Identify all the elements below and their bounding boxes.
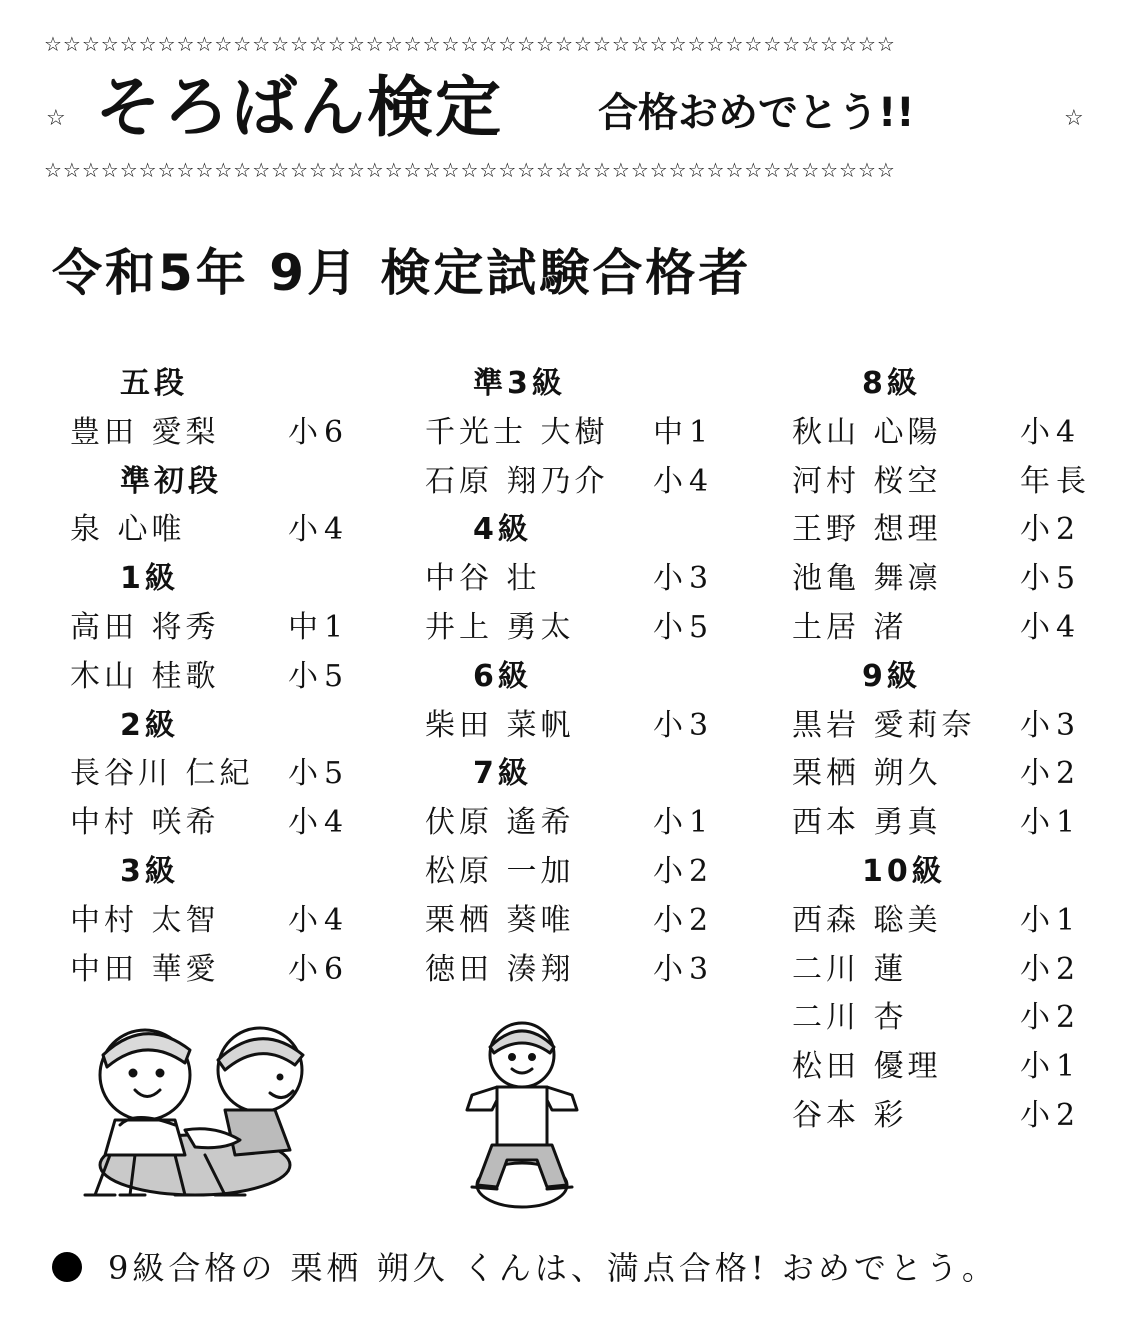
passer-school-year: 小2 <box>1020 951 1082 987</box>
passer-name: 伏原 遙希 <box>425 805 575 841</box>
passer-school-year: 小2 <box>1020 1097 1082 1133</box>
passer-row <box>50 653 350 702</box>
passer-school-year: 小4 <box>1020 414 1082 450</box>
banner-title: そろばん検定 <box>95 69 503 146</box>
passer-name: 石原 翔乃介 <box>425 463 609 499</box>
passer-school-year: 中1 <box>653 414 715 450</box>
star-icon-left: ☆ <box>46 106 66 131</box>
grade-heading: 3級 <box>120 853 179 889</box>
passer-name: 二川 杏 <box>792 1000 908 1036</box>
grade-heading: 2級 <box>120 707 179 743</box>
grade-heading: 6級 <box>473 658 532 694</box>
star-icon-right: ☆ <box>1064 106 1084 131</box>
passer-row <box>50 946 350 995</box>
results-column-1 <box>50 360 350 994</box>
passer-name: 中村 咲希 <box>70 805 220 841</box>
grade-heading-row <box>50 702 350 751</box>
passer-name: 西森 聡美 <box>792 902 942 938</box>
passer-name: 泉 心唯 <box>70 512 186 548</box>
passer-row <box>425 897 725 946</box>
grade-heading: 4級 <box>473 512 532 548</box>
passer-school-year: 小1 <box>1020 805 1082 841</box>
passer-name: 黒岩 愛莉奈 <box>792 707 976 743</box>
passer-row <box>790 994 1090 1043</box>
passer-row <box>425 409 725 458</box>
passer-name: 豊田 愛梨 <box>70 414 220 450</box>
grade-heading-row <box>425 750 725 799</box>
passer-name: 秋山 心陽 <box>792 414 942 450</box>
passer-row <box>790 604 1090 653</box>
passer-school-year: 小2 <box>653 853 715 889</box>
passer-row <box>790 750 1090 799</box>
passer-row <box>425 848 725 897</box>
child-squat-illustration <box>452 1015 592 1215</box>
passer-school-year: 小5 <box>653 609 715 645</box>
passer-row <box>790 458 1090 507</box>
passer-name: 井上 勇太 <box>425 609 575 645</box>
passer-school-year: 小1 <box>1020 902 1082 938</box>
passer-row <box>790 702 1090 751</box>
passer-name: 松田 優理 <box>792 1049 942 1085</box>
passer-name: 松原 一加 <box>425 853 575 889</box>
passer-name: 二川 蓮 <box>792 951 908 987</box>
passer-school-year: 小4 <box>653 463 715 499</box>
banner-subtitle: 合格おめでとう!! <box>598 90 915 136</box>
passer-name: 谷本 彩 <box>792 1097 908 1133</box>
congratulations-note <box>52 1240 998 1296</box>
passer-school-year: 年長 <box>1020 463 1092 499</box>
passer-name: 池亀 舞凛 <box>792 561 942 597</box>
star-border-top: ☆☆☆☆☆☆☆☆☆☆☆☆☆☆☆☆☆☆☆☆☆☆☆☆☆☆☆☆☆☆☆☆☆☆☆☆☆☆☆☆☆☆☆☆☆ <box>44 32 896 56</box>
grade-heading-row <box>425 360 725 409</box>
star-border-bottom: ☆☆☆☆☆☆☆☆☆☆☆☆☆☆☆☆☆☆☆☆☆☆☆☆☆☆☆☆☆☆☆☆☆☆☆☆☆☆☆☆☆☆☆☆☆ <box>44 158 896 182</box>
grade-heading-row <box>790 360 1090 409</box>
grade-heading: 7級 <box>473 756 532 792</box>
passer-school-year: 小4 <box>288 805 350 841</box>
passer-name: 徳田 湊翔 <box>425 951 575 987</box>
grade-heading-row <box>425 506 725 555</box>
passer-name: 栗栖 葵唯 <box>425 902 575 938</box>
passer-row <box>50 604 350 653</box>
passer-name: 栗栖 朔久 <box>792 756 942 792</box>
results-column-3 <box>790 360 1090 1141</box>
passer-school-year: 中1 <box>288 609 350 645</box>
passer-row <box>790 897 1090 946</box>
passer-row <box>790 1043 1090 1092</box>
passer-row <box>50 506 350 555</box>
passer-name: 千光士 大樹 <box>425 414 609 450</box>
passer-school-year: 小1 <box>653 805 715 841</box>
grade-heading-row <box>50 848 350 897</box>
passer-school-year: 小5 <box>288 658 350 694</box>
grade-heading: 10級 <box>862 853 946 889</box>
passer-row <box>790 409 1090 458</box>
passer-row <box>425 799 725 848</box>
congratulations-text: 9級合格の 栗栖 朔久 くんは、満点合格! おめでとう。 <box>108 1249 998 1287</box>
passer-row <box>790 1092 1090 1141</box>
passer-name: 中村 太智 <box>70 902 220 938</box>
passer-row <box>790 946 1090 995</box>
passer-school-year: 小3 <box>1020 707 1082 743</box>
results-column-2 <box>425 360 725 994</box>
passer-row <box>50 409 350 458</box>
passer-school-year: 小6 <box>288 951 350 987</box>
passer-row <box>790 799 1090 848</box>
page-title: 令和5年 9月 検定試験合格者 <box>52 244 752 302</box>
grade-heading: 準3級 <box>473 366 566 401</box>
passer-name: 木山 桂歌 <box>70 658 220 694</box>
passer-name: 土居 渚 <box>792 609 908 645</box>
grade-heading-row <box>50 458 350 507</box>
passer-row <box>425 604 725 653</box>
passer-row <box>50 750 350 799</box>
passer-name: 河村 桜空 <box>792 463 942 499</box>
passer-name: 王野 想理 <box>792 512 942 548</box>
passer-name: 西本 勇真 <box>792 805 942 841</box>
grade-heading: 9級 <box>862 658 921 694</box>
passer-school-year: 小5 <box>288 756 350 792</box>
passer-row <box>50 799 350 848</box>
passer-name: 中谷 壮 <box>425 561 541 597</box>
passer-row <box>425 555 725 604</box>
grade-heading-row <box>790 653 1090 702</box>
passer-school-year: 小4 <box>288 902 350 938</box>
grade-heading-row <box>425 653 725 702</box>
passer-name: 長谷川 仁紀 <box>70 756 254 792</box>
grade-heading: 五段 <box>120 366 188 401</box>
passer-school-year: 小2 <box>653 902 715 938</box>
passer-row <box>50 897 350 946</box>
passer-row <box>790 506 1090 555</box>
grade-heading: 準初段 <box>120 463 222 499</box>
passer-school-year: 小3 <box>653 707 715 743</box>
passer-row <box>425 702 725 751</box>
passer-row <box>425 458 725 507</box>
passer-row <box>790 555 1090 604</box>
grade-heading: 1級 <box>120 561 179 597</box>
grade-heading-row <box>790 848 1090 897</box>
grade-heading-row <box>50 555 350 604</box>
passer-school-year: 小4 <box>288 512 350 548</box>
bullet-dot-icon <box>52 1252 82 1282</box>
passer-school-year: 小1 <box>1020 1049 1082 1085</box>
passer-school-year: 小5 <box>1020 561 1082 597</box>
passer-school-year: 小3 <box>653 561 715 597</box>
passer-name: 中田 華愛 <box>70 951 220 987</box>
passer-school-year: 小4 <box>1020 609 1082 645</box>
passer-name: 高田 将秀 <box>70 609 220 645</box>
grade-heading-row <box>50 360 350 409</box>
grade-heading: 8級 <box>862 366 921 401</box>
passer-school-year: 小2 <box>1020 756 1082 792</box>
passer-school-year: 小3 <box>653 951 715 987</box>
passer-name: 柴田 菜帆 <box>425 707 575 743</box>
passer-school-year: 小6 <box>288 414 350 450</box>
passer-school-year: 小2 <box>1020 1000 1082 1036</box>
passer-school-year: 小2 <box>1020 512 1082 548</box>
passer-row <box>425 946 725 995</box>
children-balance-ball-illustration <box>75 1015 315 1205</box>
